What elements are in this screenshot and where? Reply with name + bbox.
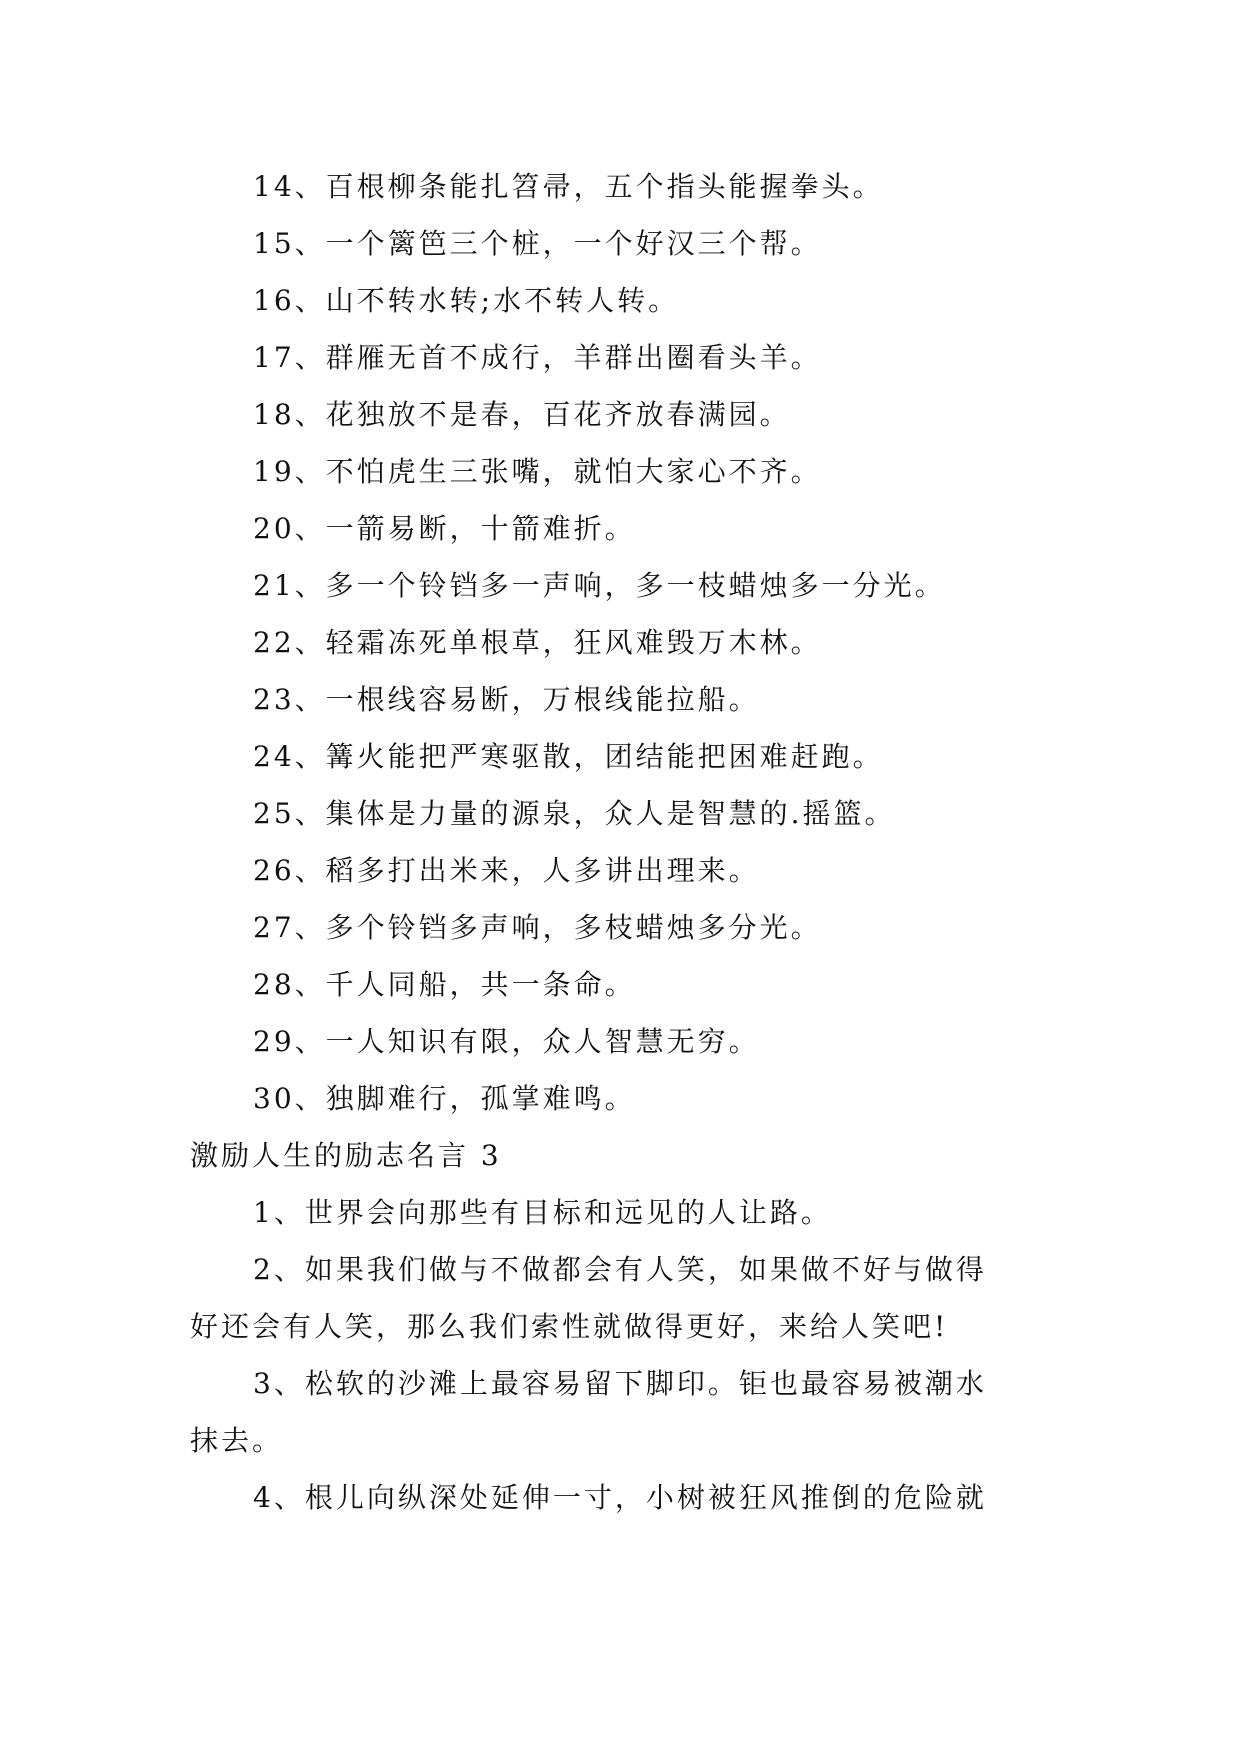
list-item: 28、千人同船，共一条命。 (253, 968, 636, 1001)
list-item: 15、一个篱笆三个桩，一个好汉三个帮。 (253, 227, 822, 260)
list-item: 29、一人知识有限，众人智慧无穷。 (253, 1025, 760, 1058)
quote-item-2: 2、如果我们做与不做都会有人笑，如果做不好与做得 (253, 1253, 987, 1286)
list-item: 27、多个铃铛多声响，多枝蜡烛多分光。 (253, 911, 822, 944)
list-item: 21、多一个铃铛多一声响，多一枝蜡烛多一分光。 (253, 569, 946, 602)
quote-item-3-continuation: 抹去。 (190, 1424, 284, 1457)
list-item: 30、独脚难行，孤掌难鸣。 (253, 1082, 636, 1115)
quote-item-3: 3、松软的沙滩上最容易留下脚印。钜也最容易被潮水 (253, 1367, 987, 1400)
list-item: 22、轻霜冻死单根草，狂风难毁万木林。 (253, 626, 822, 659)
document-body (190, 158, 1060, 1526)
list-item: 23、一根线容易断，万根线能拉船。 (253, 683, 760, 716)
list-item: 18、花独放不是春，百花齐放春满园。 (253, 398, 791, 431)
list-item: 20、一箭易断，十箭难折。 (253, 512, 636, 545)
list-item: 25、集体是力量的源泉，众人是智慧的.摇篮。 (253, 797, 896, 830)
quote-item-4: 4、根儿向纵深处延伸一寸，小树被狂风推倒的危险就 (253, 1481, 987, 1514)
section-heading: 激励人生的励志名言 3 (190, 1139, 502, 1172)
list-item: 14、百根柳条能扎笤帚，五个指头能握拳头。 (253, 170, 884, 203)
quote-item-1: 1、世界会向那些有目标和远见的人让路。 (253, 1196, 832, 1229)
list-item: 26、稻多打出米来，人多讲出理来。 (253, 854, 760, 887)
list-item: 16、山不转水转;水不转人转。 (253, 284, 680, 317)
list-item: 24、篝火能把严寒驱散，团结能把困难赶跑。 (253, 740, 884, 773)
list-item: 17、群雁无首不成行，羊群出圈看头羊。 (253, 341, 822, 374)
list-item: 19、不怕虎生三张嘴，就怕大家心不齐。 (253, 455, 822, 488)
quote-item-2-continuation: 好还会有人笑，那么我们索性就做得更好，来给人笑吧! (190, 1310, 949, 1343)
